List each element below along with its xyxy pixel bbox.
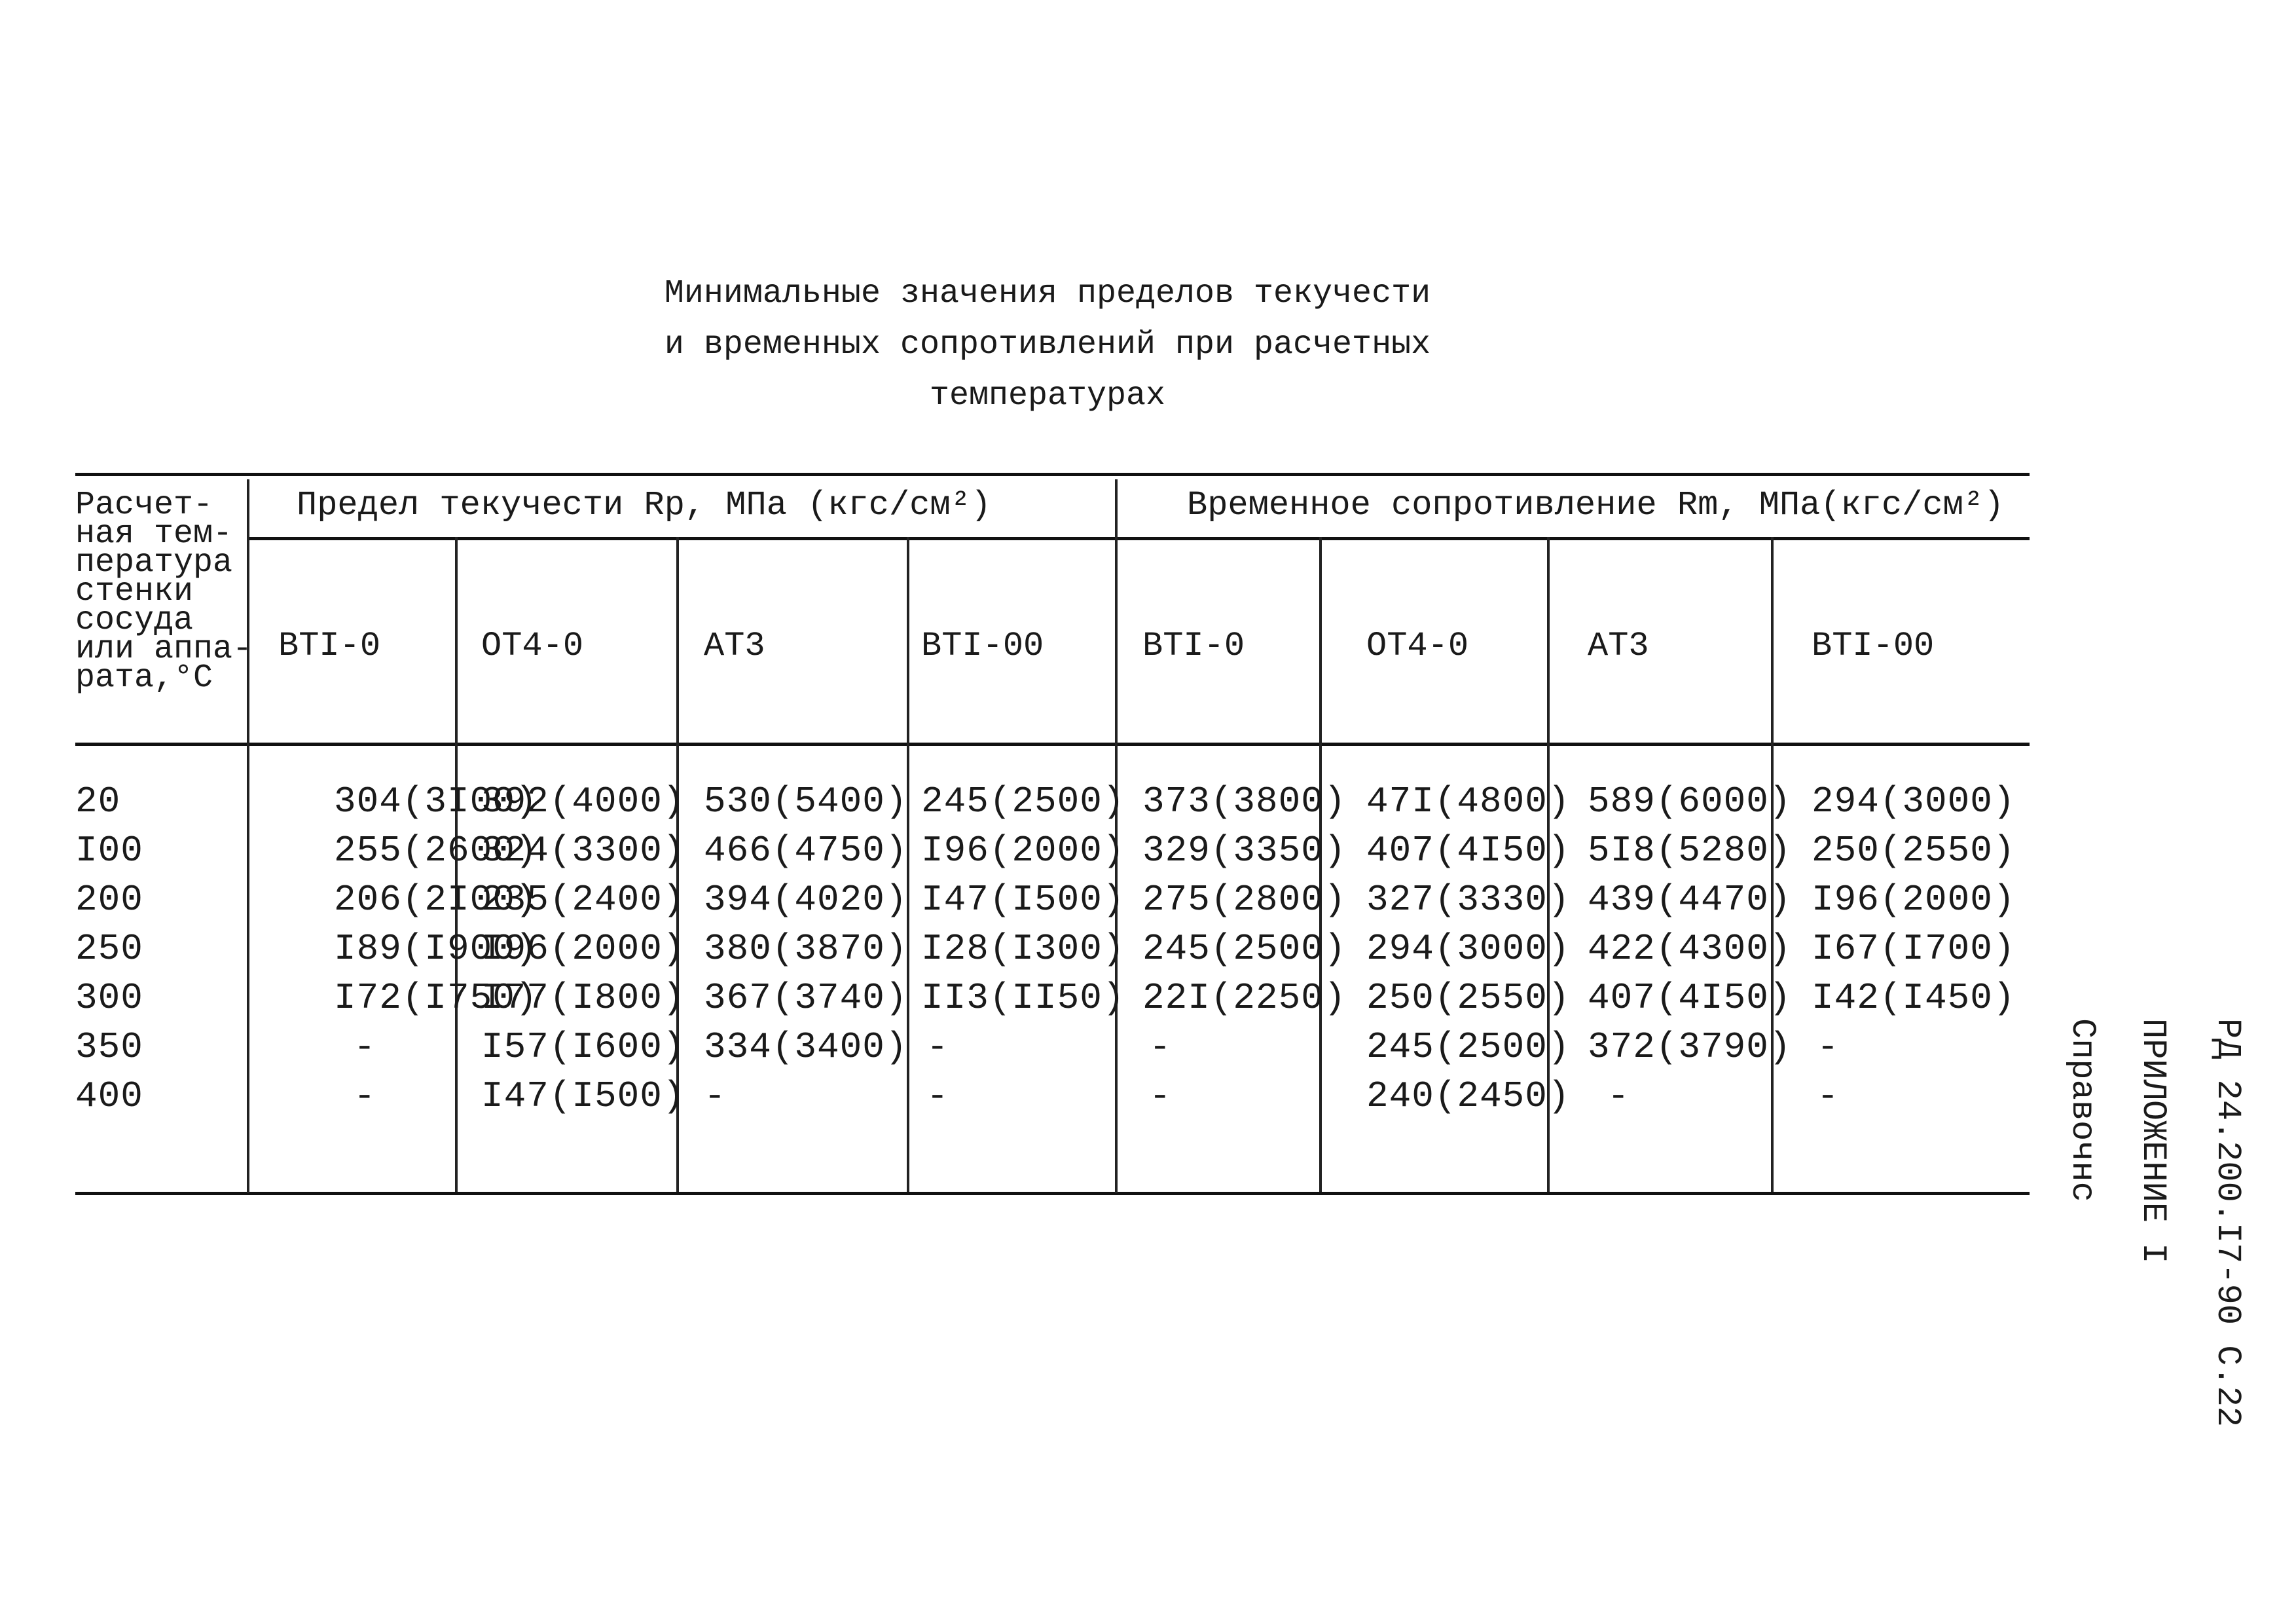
doc-title-line3: температурах <box>929 377 1166 415</box>
row-temperature: 20 <box>75 781 121 822</box>
table-cell: 334(3400) <box>704 1026 908 1068</box>
table-cell: 422(4300) <box>1588 928 1792 970</box>
side-doc-number: РД 24.200.I7-90 С.22 <box>2208 1018 2247 1428</box>
col-header-4: ВТI-00 <box>921 627 1044 665</box>
table-cell: 294(3000) <box>1366 928 1571 970</box>
table-cell: 407(4I50) <box>1588 977 1792 1019</box>
table-cell: 372(3790) <box>1588 1026 1792 1068</box>
table-cell: - <box>1607 1075 1630 1117</box>
table-cell: 250(2550) <box>1366 977 1571 1019</box>
table-cell: I42(I450) <box>1812 977 2016 1019</box>
table-cell: - <box>354 1026 376 1068</box>
table-cell: 324(3300) <box>481 830 685 872</box>
col-header-1: ВТI-0 <box>278 627 381 665</box>
col-header-6: ОТ4-0 <box>1366 627 1469 665</box>
table-top-rule <box>75 473 2030 476</box>
table-bottom-rule <box>75 1192 2030 1195</box>
table-cell: - <box>1149 1026 1172 1068</box>
table-cell: 275(2800) <box>1142 879 1347 921</box>
table-cell: I47(I500) <box>921 879 1125 921</box>
row-temperature: 400 <box>75 1075 143 1117</box>
table-cell: I67(I700) <box>1812 928 2016 970</box>
table-cell: 304(3I00) <box>334 781 538 822</box>
row-temperature: 250 <box>75 928 143 970</box>
table-cell: I96(2000) <box>481 928 685 970</box>
data-table <box>75 473 2030 1193</box>
table-cell: - <box>926 1026 949 1068</box>
table-cell: I77(I800) <box>481 977 685 1019</box>
table-cell: 530(5400) <box>704 781 908 822</box>
row-temperature: 200 <box>75 879 143 921</box>
side-appendix: ПРИЛОЖЕНИЕ I <box>2134 1018 2172 1264</box>
table-cell: 240(2450) <box>1366 1075 1571 1117</box>
table-cell: 5I8(5280) <box>1588 830 1792 872</box>
table-cell: - <box>1149 1075 1172 1117</box>
side-note: Справочнс <box>2063 1018 2102 1202</box>
table-cell: 206(2I00) <box>334 879 538 921</box>
table-cell: II3(II50) <box>921 977 1125 1019</box>
table-cell: 367(3740) <box>704 977 908 1019</box>
col-header-2: ОТ4-0 <box>481 627 584 665</box>
table-cell: 329(3350) <box>1142 830 1347 872</box>
table-cell: 439(4470) <box>1588 879 1792 921</box>
table-cell: I89(I900) <box>334 928 538 970</box>
table-cell: I96(2000) <box>921 830 1125 872</box>
col-header-8: ВТI-00 <box>1812 627 1935 665</box>
table-cell: I28(I300) <box>921 928 1125 970</box>
table-cell: 589(6000) <box>1588 781 1792 822</box>
table-cell: 245(2500) <box>1366 1026 1571 1068</box>
table-cell: 380(3870) <box>704 928 908 970</box>
table-cell: 373(3800) <box>1142 781 1347 822</box>
table-cell: I72(I750) <box>334 977 538 1019</box>
table-cell: 294(3000) <box>1812 781 2016 822</box>
table-header-bottom-rule <box>75 743 2030 746</box>
doc-title-line2: и временных сопротивлений при расчетных <box>664 326 1431 363</box>
table-cell: 235(2400) <box>481 879 685 921</box>
doc-title <box>589 268 1506 422</box>
table-cell: 47I(4800) <box>1366 781 1571 822</box>
table-cell: 245(2500) <box>1142 928 1347 970</box>
table-cell: 255(2600) <box>334 830 538 872</box>
table-cell: 407(4I50) <box>1366 830 1571 872</box>
row-temperature: I00 <box>75 830 143 872</box>
table-cell: - <box>1817 1026 1840 1068</box>
table-cell: I47(I500) <box>481 1075 685 1117</box>
table-cell: 394(4020) <box>704 879 908 921</box>
table-cell: 245(2500) <box>921 781 1125 822</box>
group-header-yield-strength: Предел текучести Rp, МПа (кгс/см²) <box>297 486 991 525</box>
table-cell: 327(3330) <box>1366 879 1571 921</box>
table-cell: - <box>704 1075 727 1117</box>
row-temperature: 350 <box>75 1026 143 1068</box>
table-cell: 22I(2250) <box>1142 977 1347 1019</box>
table-cell: 392(4000) <box>481 781 685 822</box>
col-header-5: ВТI-0 <box>1142 627 1245 665</box>
table-subheader-rule <box>247 537 2030 540</box>
temperature-column-header: Расчет- ная тем- пература стенки сосуда или аппа- рата,°С <box>75 487 253 697</box>
row-temperature: 300 <box>75 977 143 1019</box>
table-cell: - <box>1817 1075 1840 1117</box>
group-header-tensile-strength: Временное сопротивление Rm, МПа(кгс/см²) <box>1187 486 2005 525</box>
table-cell: I57(I600) <box>481 1026 685 1068</box>
col-header-3: АТ3 <box>704 627 765 665</box>
doc-title-line1: Минимальные значения пределов текучести <box>664 275 1431 312</box>
col-header-7: АТ3 <box>1588 627 1649 665</box>
table-cell: 250(2550) <box>1812 830 2016 872</box>
table-cell: I96(2000) <box>1812 879 2016 921</box>
table-cell: 466(4750) <box>704 830 908 872</box>
table-cell: - <box>354 1075 376 1117</box>
table-cell: - <box>926 1075 949 1117</box>
